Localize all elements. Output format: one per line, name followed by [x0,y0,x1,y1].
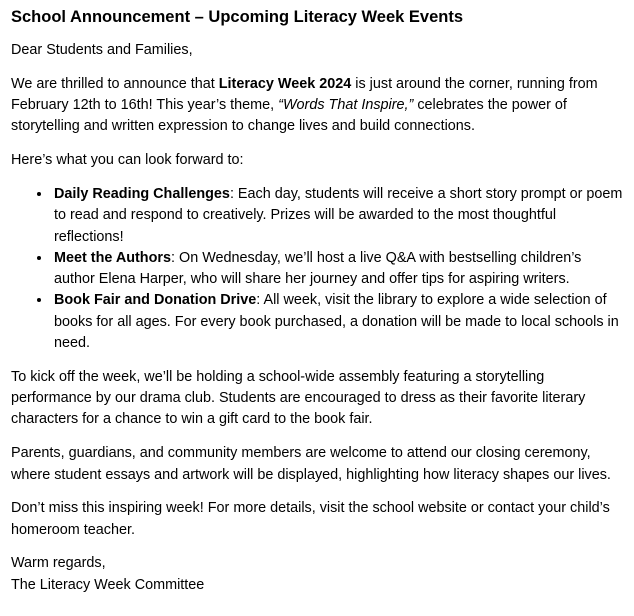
list-item-label: Meet the Authors [54,249,171,266]
signoff-paragraph [11,553,625,596]
kickoff-paragraph: To kick off the week, we’ll be holding a school-wide assembly featuring a storytelling performance by our drama club. Students are encouraged to dress as their favorite literary characters for a chance to win a gift card to the book fair. [11,368,586,428]
intro-text-1: We are thrilled to announce that [11,75,219,92]
intro-text-3: celebrates the power of storytelling and written expression to change lives and build connections. [11,97,567,135]
signoff-line-2: The Literacy Week Committee [11,576,205,593]
events-list [11,184,625,354]
intro-paragraph [11,74,625,138]
lead-in-paragraph: Here’s what you can look forward to: [11,152,244,169]
list-item-text: : Each day, students will receive a short story prompt or poem to read and respond to creatively. Prizes will be awarded to the most thoughtful reflections! [54,185,623,245]
list-item-meet-authors [52,248,625,291]
intro-bold-literacy-week: Literacy Week 2024 [218,75,352,92]
list-item-text: : All week, visit the library to explore a wide selection of books for all ages. For every book purchased, a donation will be made to local schools in need. [54,292,619,352]
closing-paragraph: Don’t miss this inspiring week! For more details, visit the school website or contact your child’s homeroom teacher. [11,500,610,538]
intro-theme-italic: “Words That Inspire,” [278,97,414,114]
signoff-line-1: Warm regards, [11,555,106,572]
list-item-book-fair [52,290,625,354]
list-item-text: : On Wednesday, we’ll host a live Q&A with bestselling children’s author Elena Harper, who will share her journey and offer tips for aspiring writers. [54,249,582,288]
ceremony-paragraph: Parents, guardians, and community members are welcome to attend our closing ceremony, where student essays and artwork will be displayed, highlighting how literacy shapes our lives. [11,445,611,483]
list-item-label: Daily Reading Challenges [54,185,230,202]
list-item-label: Book Fair and Donation Drive [54,292,257,309]
salutation-paragraph: Dear Students and Families, [11,42,193,58]
intro-text-2: is just around the corner, running from February 12th to 16th! This year’s theme, [11,75,598,114]
list-item-daily-reading [52,184,625,248]
document-title: School Announcement – Upcoming Literacy Week Events [11,8,464,26]
